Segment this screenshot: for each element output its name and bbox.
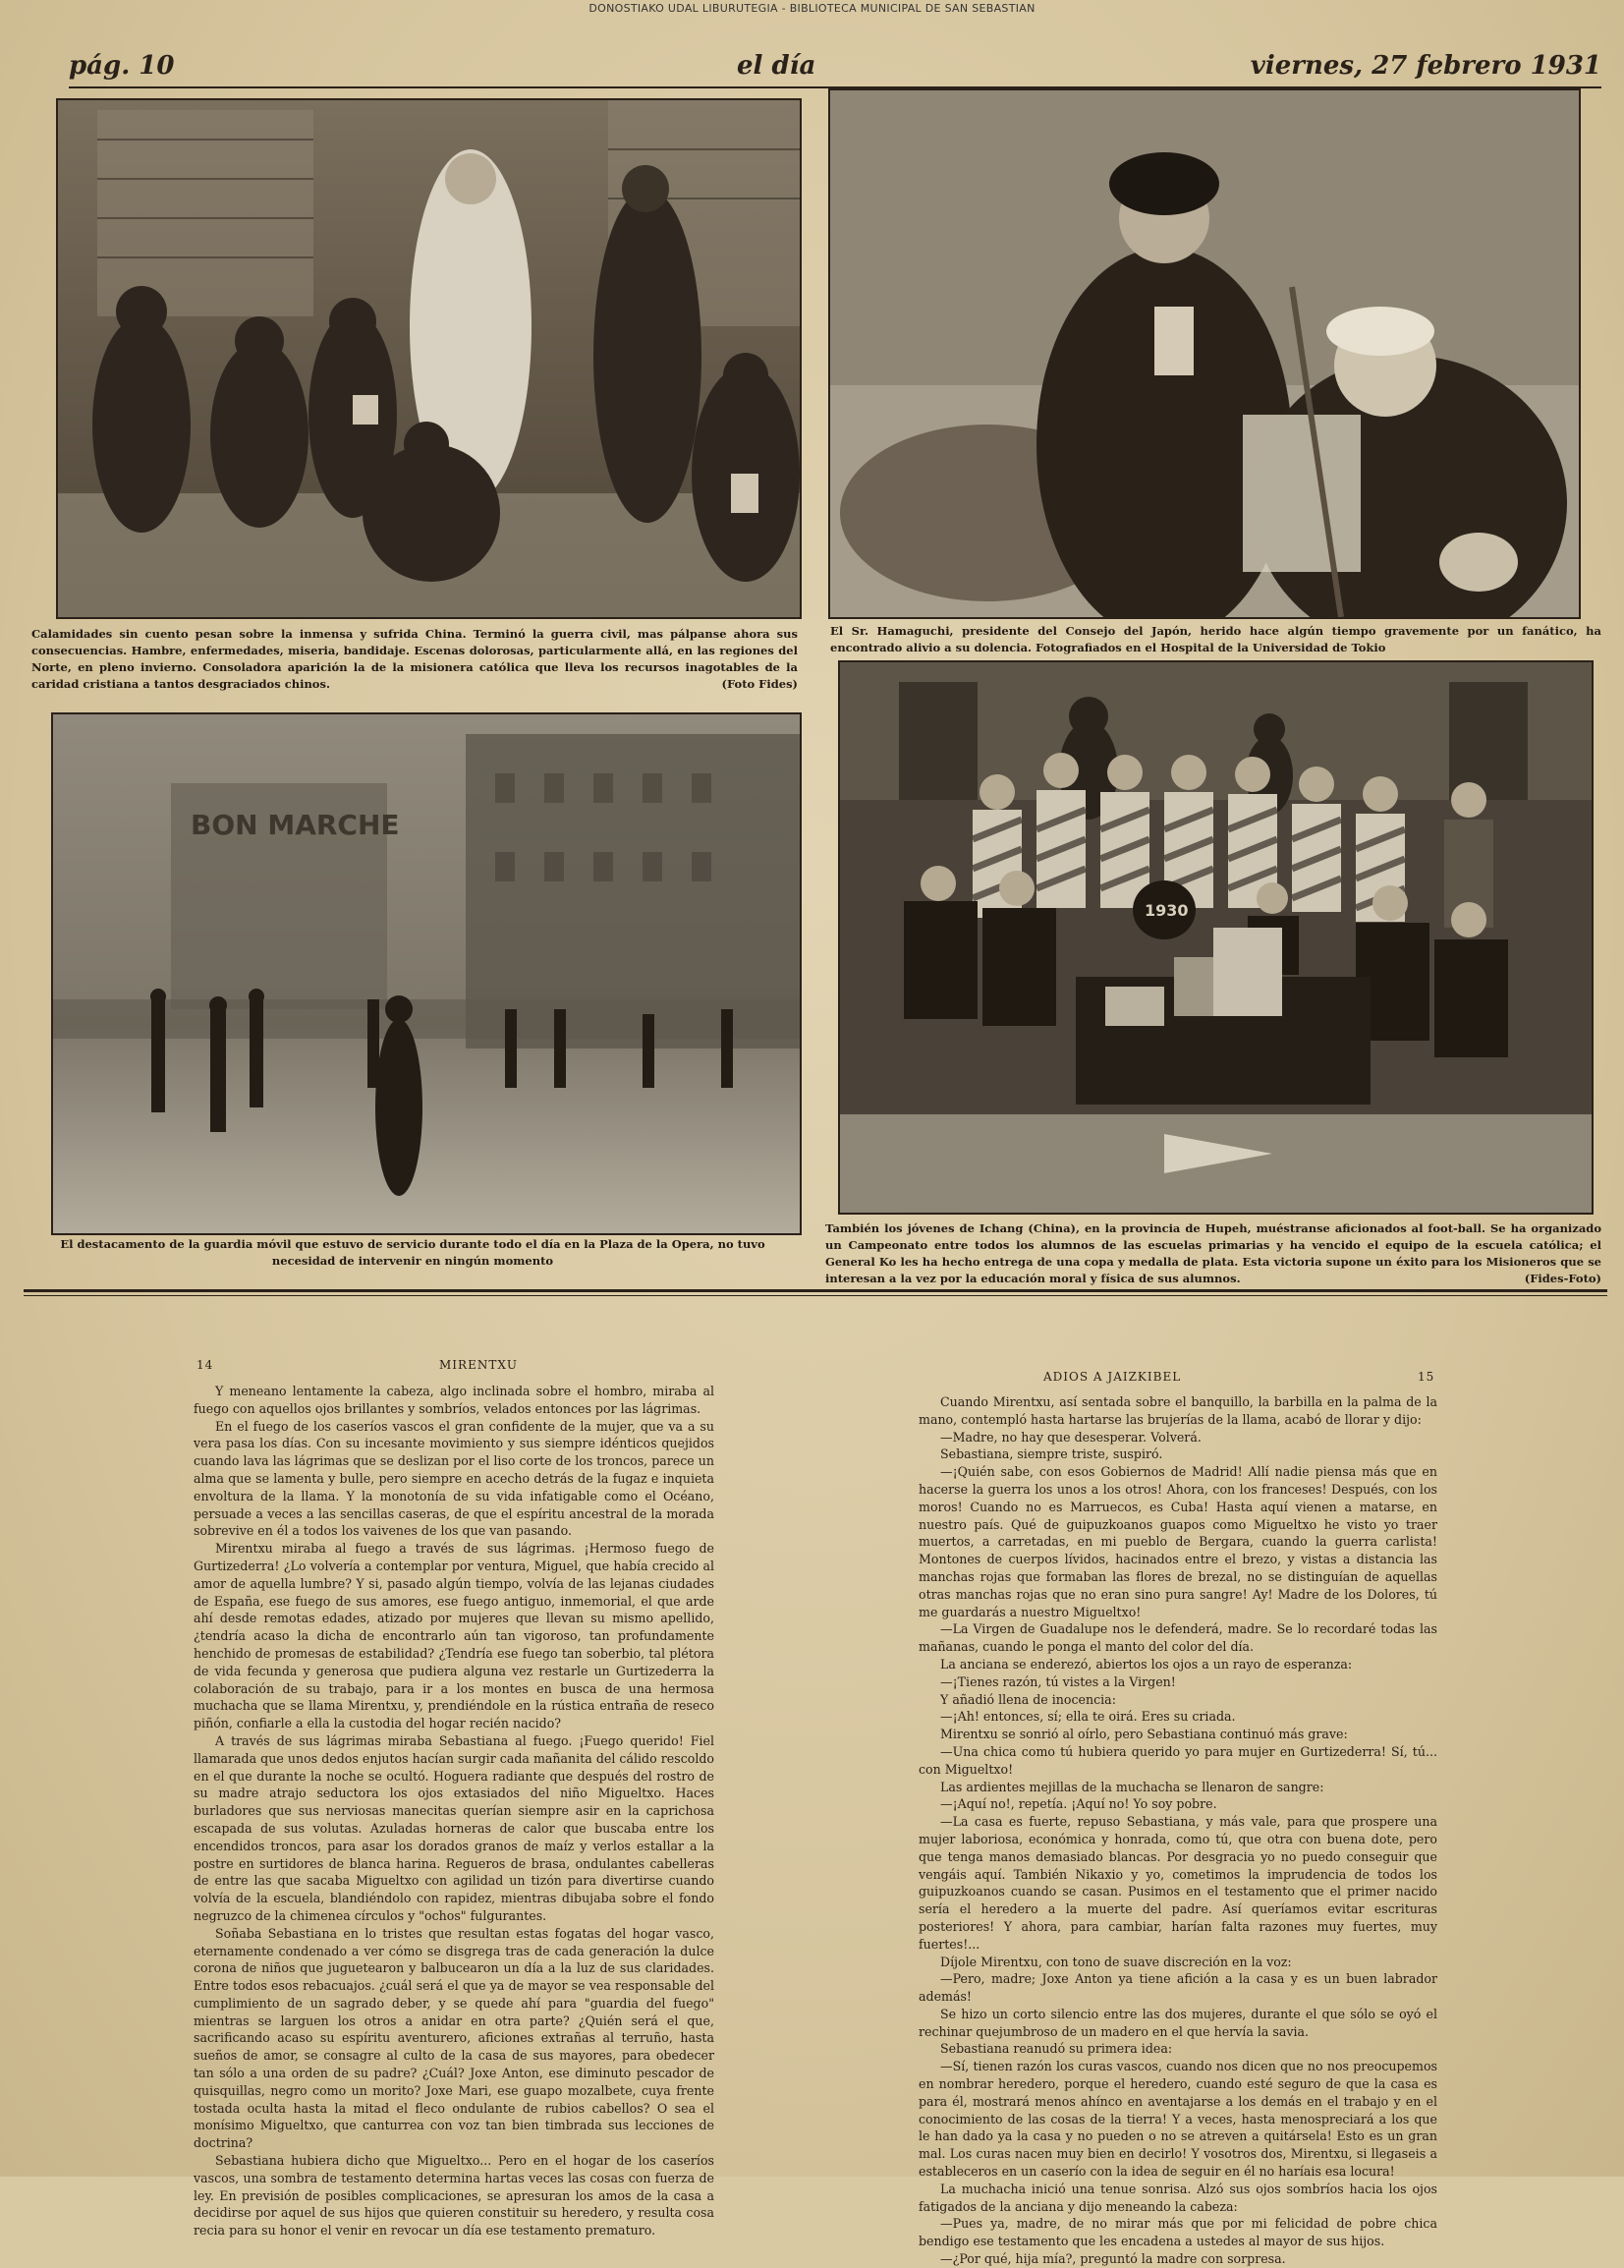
book-paragraph: Soñaba Sebastiana en lo tristes que resultan estas fogatas del hogar vasco, eternamente condenado a ver cómo se disgrega tras de cada generación la dulce corona de niños que juguetearon y balbucearon un día a la luz de sus claridades. Entre todos esos rebacuajos. ¿cuál será el que ya de mayor se vea responsable del cumplimiento de un sagrado deber, y se quede ahí para "guardia del fuego" mientras se larguen los otros a anidar en otra parte? ¿Quién será el que, sacrificando acaso su espíritu aventurero, aficiones extrañas al terruño, hasta sueños de amor, se consagre al culto de la casa de sus mayores, para obedecer tan sólo a una orden de su padre? ¿Cuál? Joxe Anton, ese diminuto pescador de quisquillas, negro como un morito? Joxe Mari, ese guapo mozalbete, cuya frente tostada oculta hasta la mitad el fleco ondulante de rubios cabellos? O sea el monísimo Migueltxo, que canturrea con voz tan bien timbrada sus lecciones de doctrina? bbox=[194, 1925, 714, 2151]
trophy-year: 1930 bbox=[1145, 901, 1189, 920]
book-paragraph: Las ardientes mejillas de la muchacha se llenaron de sangre: bbox=[940, 1779, 1324, 1794]
book-paragraph: —La casa es fuerte, repuso Sebastiana, y más vale, para que prospere una mujer laboriosa, económica y honrada, como tú, que otra con buena dote, pero que tenga manos demasiado blancas. Por desgracia yo no puedo conseguir que vengáis aquí. También Nikaxio y yo, cometimos la imprudencia de todos los guipuzkoanos cuando se casan. Pusimos en el testamento que el primer nacido sería el heredero a la muerte del padre. Así queríamos evitar escrituras posteriores! Y ahora, para cambiar, harían falta razones muy fuertes, muy fuertes!... bbox=[919, 1814, 1437, 1952]
book-right-column bbox=[919, 1393, 1437, 2268]
caption-china: Calamidades sin cuento pesan sobre la inmensa y sufrida China. Terminó la guerra civil, mas pálpanse ahora sus consecuencias. Hambre, enfermedades, miseria, bandidaje. Escenas dolorosas, particularmente allá, en las regiones del Norte, en pleno invierno. Consoladora aparición la de la misionera católica que lleva los recursos inagotables de la caridad cristiana a tantos desgraciados chinos. (Foto Fides) bbox=[31, 627, 798, 691]
book-paragraph: —Sí, tienen razón los curas vascos, cuando nos dicen que no nos preocupemos en nombrar heredero, porque el heredero, cuando esté seguro de que la casa es para él, mostrará menos ahínco en aventajarse a los demás en el trabajo y en el conocimiento de las cosas de la tierra! Y a veces, hasta menospreciará a los que le han dado ya la casa y no pueden o no se atreven a quitársela! Esto es un gran mal. Los curas nacen muy bien en decirlo! Y vosotros dos, Mirentxu, si llegaseis a estableceros en un caserío con la idea de seguir en él no haríais esa locura! bbox=[919, 2059, 1437, 2180]
book-paragraph: Se hizo un corto silencio entre las dos mujeres, durante el que sólo se oyó el rechinar quejumbroso de un madero en el que hervía la savia. bbox=[919, 2006, 1437, 2039]
book-paragraph: Y añadió llena de inocencia: bbox=[940, 1691, 1116, 1707]
book-paragraph: —Pero, madre; Joxe Anton ya tiene afición a la casa y es un buen labrador además! bbox=[919, 1971, 1437, 2005]
photo-china-missionary bbox=[56, 98, 802, 619]
masthead bbox=[69, 47, 1601, 88]
photo-opera-guard bbox=[51, 712, 802, 1235]
book-paragraph: Sebastiana reanudó su primera idea: bbox=[940, 2041, 1173, 2057]
caption-opera: El destacamento de la guardia móvil que estuvo de servicio durante todo el día en la Plaza de la Opera, no tuvo necesidad de intervenir en ningún momento bbox=[60, 1237, 765, 1268]
archive-header: DONOSTIAKO UDAL LIBURUTEGIA - BIBLIOTECA MUNICIPAL DE SAN SEBASTIAN bbox=[588, 2, 1036, 15]
book-paragraph: —¿Por qué, hija mía?, preguntó la madre con sorpresa. bbox=[940, 2251, 1286, 2267]
caption-hamaguchi: El Sr. Hamaguchi, presidente del Consejo del Japón, herido hace algún tiempo gravemente por un fanático, ha encontrado alivio a su dolencia. Fotografiados en el Hospital de la Universidad de Tokio bbox=[830, 624, 1601, 654]
book-paragraph: —Una chica como tú hubiera querido yo para mujer en Gurtizederra! Sí, tú... con Migueltxo! bbox=[919, 1743, 1437, 1777]
book-paragraph: Y meneano lentamente la cabeza, algo inclinada sobre el hombro, miraba al fuego con aquellos ojos brillantes y sombríos, velados entonces por las lágrimas. bbox=[194, 1384, 714, 1416]
book-paragraph: La muchacha inició una tenue sonrisa. Alzó sus ojos sombríos hacia los ojos fatigados de la anciana y dijo meneando la cabeza: bbox=[919, 2181, 1437, 2214]
section-divider bbox=[24, 1289, 1607, 1292]
book-paragraph: —La Virgen de Guadalupe nos le defenderá, madre. Se lo recordaré todas las mañanas, cuando le ponga el manto del color del día. bbox=[919, 1621, 1437, 1655]
book-paragraph: —¡Tienes razón, tú vistes a la Virgen! bbox=[940, 1673, 1176, 1689]
book-paragraph: —Madre, no hay que desesperar. Volverá. bbox=[940, 1429, 1202, 1445]
book-paragraph: Mirentxu se sonrió al oírlo, pero Sebastiana continuó más grave: bbox=[940, 1727, 1348, 1742]
issue-date: viernes, 27 febrero 1931 bbox=[1250, 51, 1601, 81]
book-right-header: ADIOS A JAIZKIBEL bbox=[1043, 1370, 1182, 1384]
store-sign: BON MARCHE bbox=[191, 809, 400, 841]
book-right-page-number: 15 bbox=[1418, 1370, 1435, 1384]
book-paragraph: A través de sus lágrimas miraba Sebastiana al fuego. ¡Fuego querido! Fiel llamarada que unos dedos enjutos hacían surgir cada mañanita del cálido rescoldo en el que durante la noche se ocultó. Hoguera radiante que después del rostro de su madre atrajo seductora los ojos extasiados del niño Migueltxo. Haces burladores que sus nerviosas manecitas querían siempre asir en la caprichosa escapada de sus volutas. Azuladas horneras de calor que buscaba entre los encendidos troncos, para asar los dorados granos de maíz y verlos estallar a la postre en surtidores de blanca harina. Regueros de brasa, ondulantes cabelleras de entre las que sacaba Migueltxo con agilidad un tizón para divertirse cuando volvía de la escuela, blandiéndolo con rapidez, mientras dibujaba sobre el fondo negruzco de la chimenea círculos y "ochos" fulgurantes. bbox=[194, 1732, 714, 1923]
photo-hamaguchi bbox=[828, 88, 1581, 619]
book-paragraph: La anciana se enderezó, abiertos los ojos a un rayo de esperanza: bbox=[940, 1656, 1353, 1672]
photo-credit-fides: (Fides-Foto) bbox=[1524, 1272, 1601, 1285]
book-paragraph: —¡Quién sabe, con esos Gobiernos de Madrid! Allí nadie piensa más que en hacerse la guerra los unos a los otros! Ahora, con los franceses! Después, con los moros! Cuando no es Marruecos, es Cuba! Hasta aquí vienen a matarse, en nuestro país. Qué de guipuzkoanos guapos como Migueltxo he visto yo traer muertos, a carretadas, en mi pueblo de Bergara, cuando la guerra carlista! Montones de cuerpos lívidos, hacinados entre el brezo, y vistas a distancia las manchas rojas que formaban las flores de brezal, no se distinguían de aquellas otras manchas rojas que no eran sino pura sangre! Ay! Madre de los Dolores, tú me guardarás a nuestro Migueltxo! bbox=[919, 1464, 1437, 1619]
newspaper-title: el día bbox=[737, 51, 816, 81]
book-paragraph: —¡Aquí no!, repetía. ¡Aquí no! Yo soy pobre. bbox=[940, 1796, 1217, 1812]
book-paragraph: Cuando Mirentxu, así sentada sobre el banquillo, la barbilla en la palma de la mano, contempló hasta hartarse las brujerías de la llama, acabó de llorar y dijo: bbox=[919, 1394, 1437, 1427]
photo-credit: (Foto Fides) bbox=[721, 677, 798, 691]
book-paragraph: Mirentxu miraba al fuego a través de sus lágrimas. ¡Hermoso fuego de Gurtizederra! ¿Lo volvería a contemplar por ventura, Miguel, que había crecido al amor de aquella lumbre? Y si, pasado algún tiempo, volvía de las lejanas ciudades de España, ese fuego de sus amores, ese fuego antiguo, inmemorial, el que arde ahí desde remotas edades, atizado por mujeres que llevan su mismo apellido, ¿tendría acaso la dicha de encontrarlo aún tan vigoroso, tan profundamente henchido de promesas de estabilidad? ¿Tendría ese fuego tan soberbio, tal plétora de vida fecunda y generosa que pudiera alguna vez restarle un Gurtizederra la colaboración de su trabajo, para ir a los montes en busca de una hermosa muchacha que se llama Mirentxu, y, prendiéndole en la rústica entraña de reseco piñón, confiarle a ella la custodia del hogar recién nacido? bbox=[194, 1541, 714, 1731]
book-paragraph: Sebastiana hubiera dicho que Migueltxo... Pero en el hogar de los caseríos vascos, una sombra de testamento determina hartas veces las cosas con fuerza de ley. En previsión de posibles complicaciones, se apresuran los amos de la casa a decidirse por aquel de sus hijos que quieren constituir su heredero, y resulta cosa recia para su honor el venir en revocar un día ese testamento prematuro. bbox=[194, 2153, 714, 2239]
book-left-column bbox=[194, 1383, 714, 2240]
book-paragraph: Díjole Mirentxu, con tono de suave discreción en la voz: bbox=[940, 1954, 1292, 1969]
book-paragraph: —Pues ya, madre, de no mirar más que por mi felicidad de pobre chica bendigo ese testamento que les encadena a ustedes al mayor de sus hijos. bbox=[919, 2216, 1437, 2249]
photo-ichang-football bbox=[838, 660, 1594, 1215]
book-left-page-number: 14 bbox=[196, 1358, 214, 1372]
book-left-header: MIRENTXU bbox=[439, 1358, 518, 1372]
caption-ichang: También los jóvenes de Ichang (China), en la provincia de Hupeh, muéstranse aficionados al foot-ball. Se ha organizado un Campeonato entre todos los alumnos de las escuelas primarias y ha vencido el equipo de la escuela católica; el General Ko les ha hecho entrega de una copa y medalla de plata. Esta victoria supone un éxito para los Misioneros que se interesan a la vez por la educación moral y física de sus alumnos. (Fides-Foto) bbox=[825, 1221, 1601, 1285]
book-paragraph: —¡Ah! entonces, sí; ella te oirá. Eres su criada. bbox=[940, 1709, 1236, 1725]
book-paragraph: En el fuego de los caseríos vascos el gran confidente de la mujer, que va a su vera pasa los días. Con su incesante movimiento y sus siempre idénticos quejidos cuando lava las lágrimas que se deslizan por el liso corte de los troncos, parece un alma que se lamenta y bulle, pero siempre en acecho detrás de la fugaz e inquieta envoltura de la llama. Y la monotonía de su vida infatigable como el Océano, persuade a veces a las sencillas caseras, de que el espíritu ancestral de la morada sobrevive en él a todos los vaivenes de los que van pasando. bbox=[194, 1418, 714, 1539]
section-divider-thin bbox=[24, 1295, 1607, 1296]
book-paragraph: Sebastiana, siempre triste, suspiró. bbox=[940, 1446, 1163, 1462]
page-number: pág. 10 bbox=[69, 51, 175, 81]
